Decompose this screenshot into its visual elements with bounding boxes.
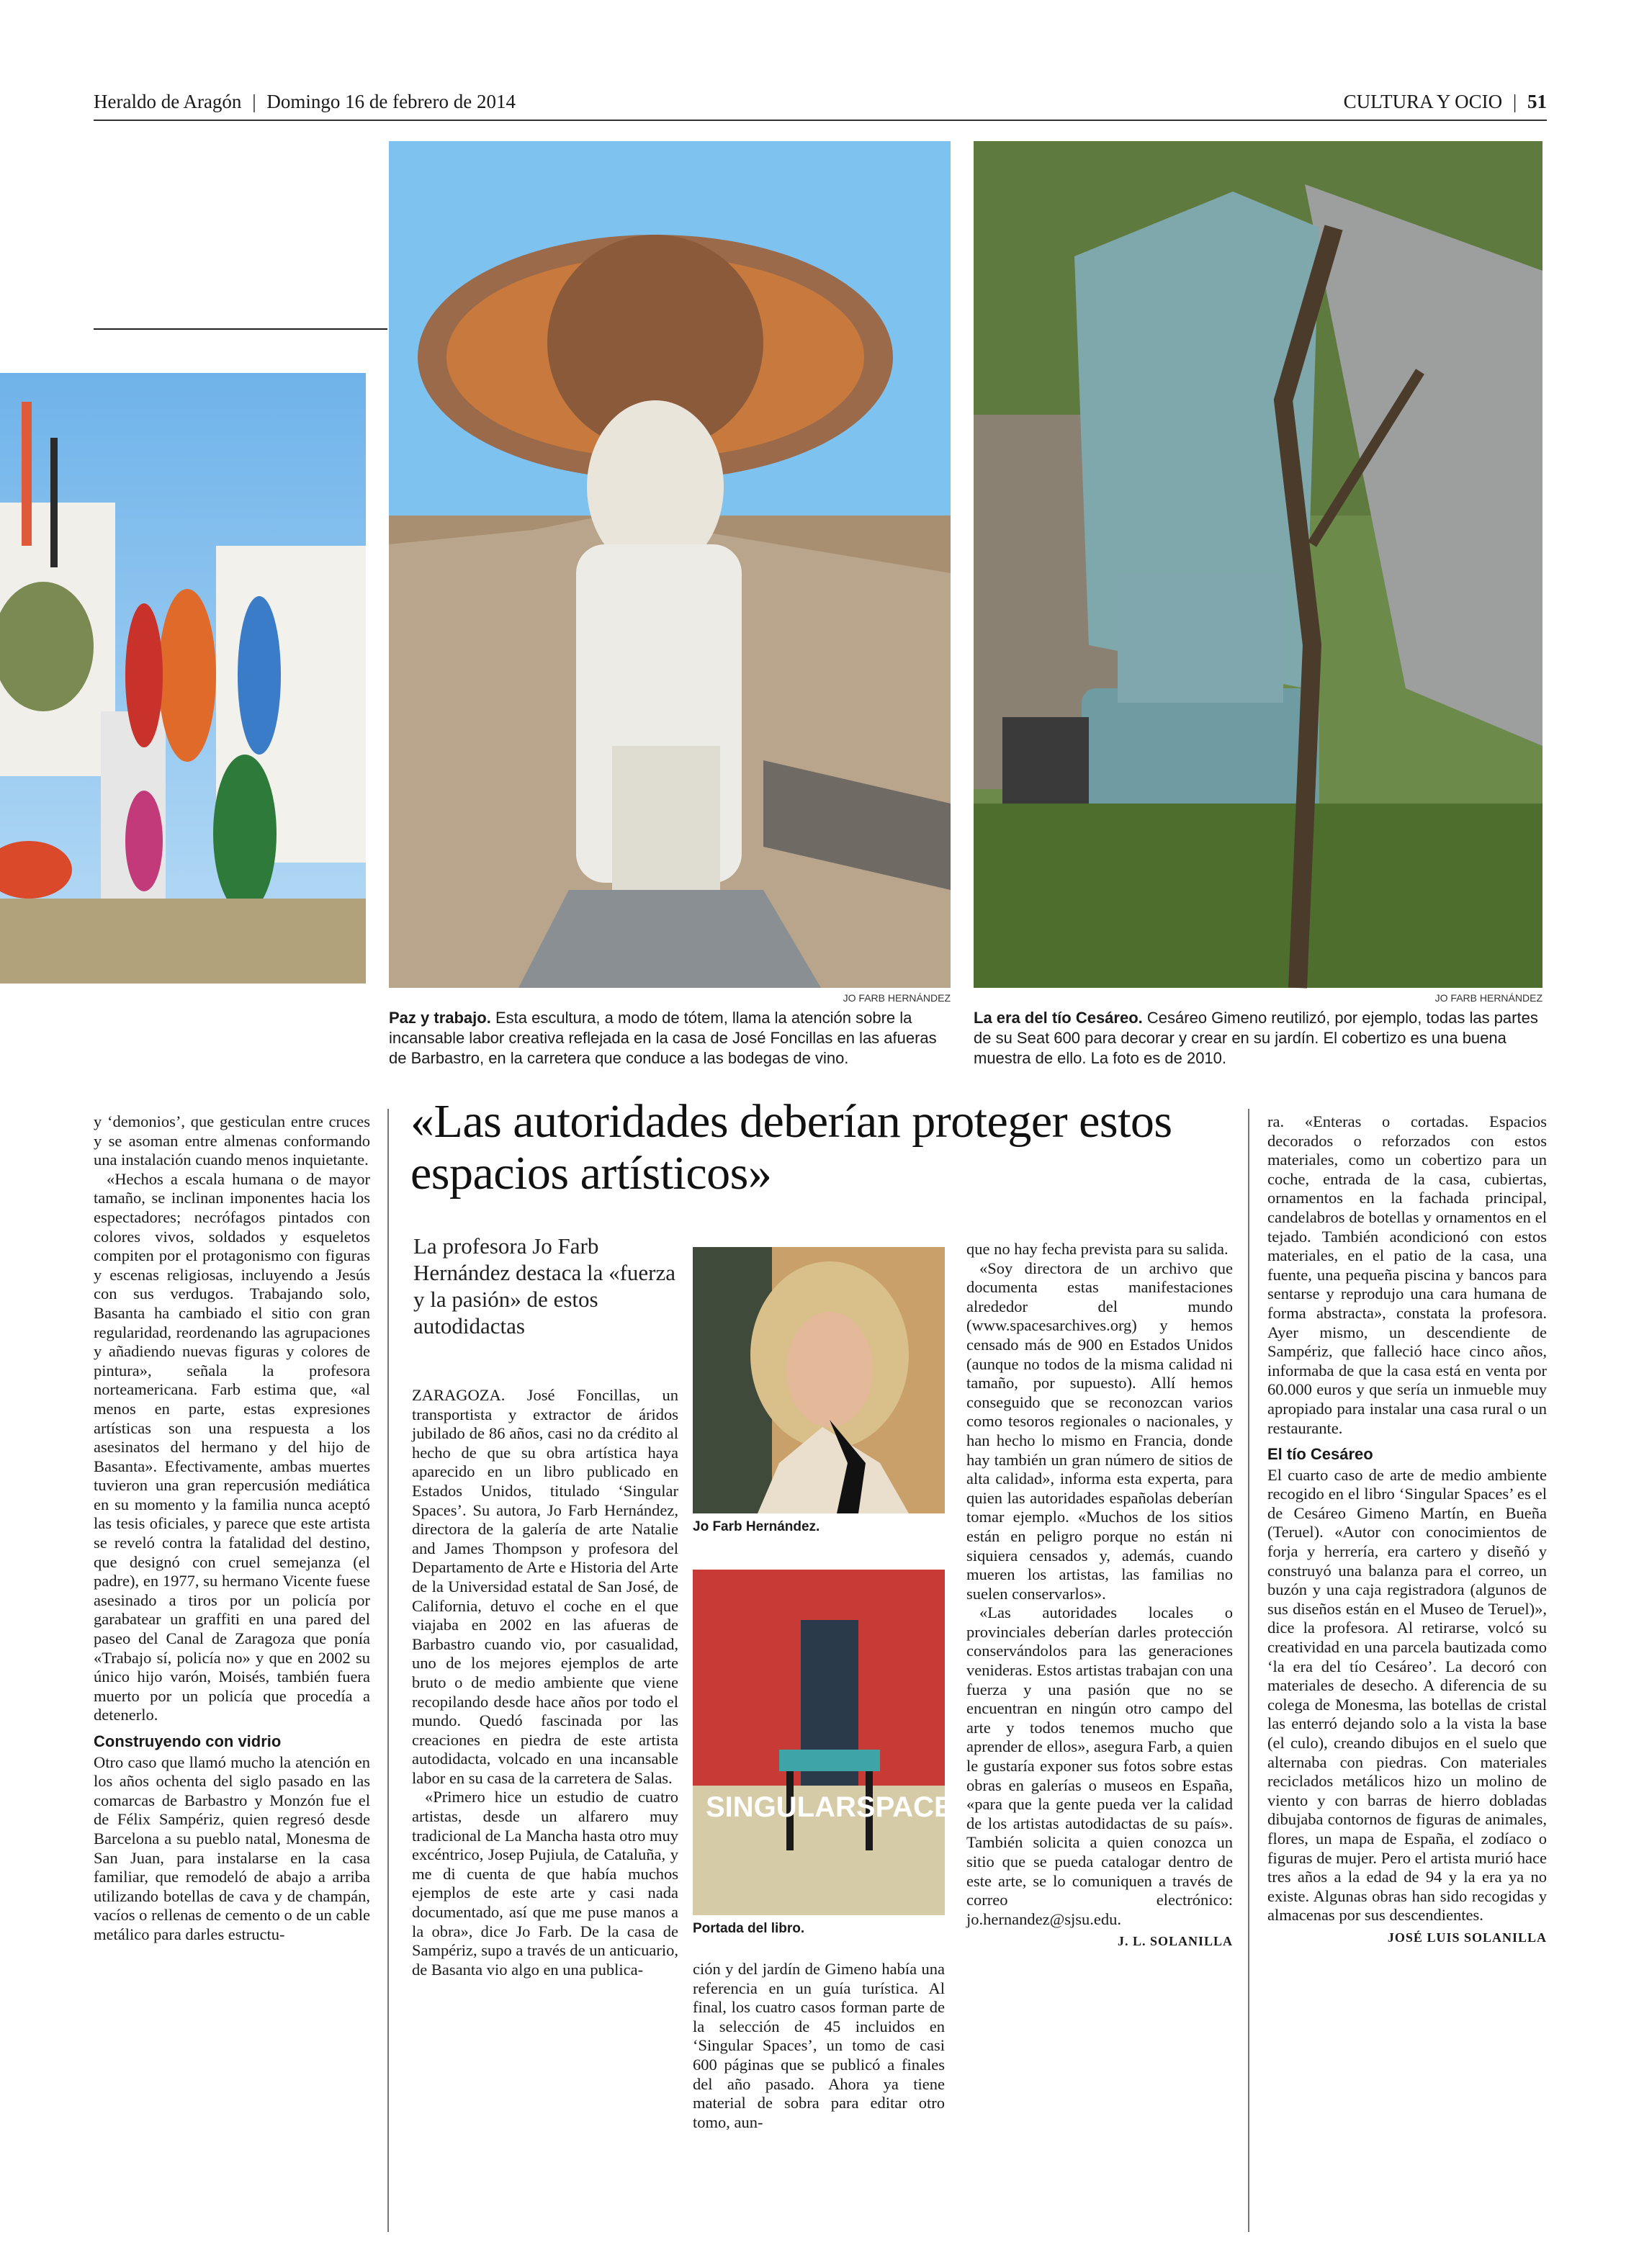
- byline: JOSÉ LUIS SOLANILLA: [1387, 1930, 1547, 1945]
- book-cover: [693, 1570, 973, 1915]
- photo-credit-right: JO FARB HERNÁNDEZ: [1434, 992, 1543, 1004]
- paragraph: «Las autoridades locales o provinciales deberían darles protección conservándolos para las generaciones venideras. Estos artistas trabajan con una fuerza y una pasión que no se encuentran en ningún otro campo del arte y todos tenemos mucho que aprender de ellos», asegura Farb, a quien le gustaría exponer sus fotos sobre estas obras en galerías o museos en España, «para que la gente pueda ver la calidad de los artistas autodidactas de su país». También solicita a quien conozca un sitio que se pueda catalogar dentro de este arte, se lo comuniquen a través de correo electrónico: jo.hernandez@sjsu.edu.: [966, 1603, 1233, 1928]
- lede: La profesora Jo Farb Hernández destaca la «fuerza y la pasión» de estos autodidactas: [413, 1233, 676, 1338]
- portrait-photo: [693, 1247, 945, 1513]
- photo-caption-right: [974, 1008, 1543, 1068]
- caption-title: La era del tío Cesáreo.: [974, 1009, 1143, 1027]
- section-name: CULTURA Y OCIO: [1343, 91, 1503, 112]
- column-rule: [387, 1109, 389, 2232]
- caption-text: Esta escultura, a modo de tótem, llama la atención sobre la incansable labor creativa reflejada en la casa de José Foncillas en las afueras de Barbastro, en la carretera que conduce a las bodegas de vino.: [389, 1009, 937, 1067]
- portrait-caption: Jo Farb Hernández.: [693, 1519, 820, 1534]
- book-title: SINGULARSPACES: [706, 1791, 973, 1823]
- caption-title: Paz y trabajo.: [389, 1009, 491, 1027]
- headline: «Las autoridades deberían proteger estos espacios artísticos»: [410, 1095, 1172, 1200]
- paragraph: El cuarto caso de arte de medio ambiente recogido en el libro ‘Singular Spaces’ es el de Cesáreo Gimeno Martín, en Bueña (Teruel). «Autor con conocimientos de forja y herrería, era cartero y diseñó y construyó una balanza para el correo, un buzón y una caja registradora (algunos de sus diseños están en el Museo de Teruel)», dice la profesora. Al retirarse, volcó su creatividad en una parcela bautizada como ‘la era del tío Cesáreo’. La decoró con materiales de desecho. A diferencia de su colega de Monesma, las botellas de cristal las enterró dejando solo a la vista la base (el culo), creando dibujos en el suelo que alternaba con piedras. Con materiales reciclados metálicos hizo un molino de viento y con barras de hierro dobladas dibujaba contornos de figuras de animales, flores, un mapa de España, el zodíaco o figuras de mujer. Pero el artista murió hace tres años a la edad de 94 y la era ya no existe. Algunas obras han sido recogidas y almacenas por sus descendientes.: [1267, 1465, 1547, 1925]
- issue-date: Domingo 16 de febrero de 2014: [266, 91, 516, 112]
- page-number: 51: [1527, 91, 1547, 112]
- subhead: Construyendo con vidrio: [94, 1732, 282, 1750]
- book-caption: Portada del libro.: [693, 1921, 805, 1936]
- newspaper-header-left: [94, 91, 516, 113]
- article-column-3: [693, 1960, 945, 2233]
- header-separator: |: [252, 91, 256, 112]
- paragraph: ra. «Enteras o cortadas. Espacios decorados o reforzados con estos materiales, como un cobertizo para un coche, entrada de la casa, cubiertas, ornamentos en la fachada principal, candelabros de botellas y ornamentos en el tejado. También acondicionó con estos materiales, en el patio de la casa, una fuente, una pequeña piscina y bancos para sentarse y reprodujo una cara humana de forma abstracta», constata la profesora. Ayer mismo, un descendiente de Sampériz, que falleció hace cinco años, informaba de que la casa está en venta por 60.000 euros y que sería un inmueble muy apropiado para instalar una casa rural o un restaurante.: [1267, 1112, 1547, 1437]
- article-column-4: [966, 1240, 1233, 2233]
- article-column-2: [412, 1386, 678, 2236]
- paragraph: ZARAGOZA. José Foncillas, un transportista y extractor de áridos jubilado de 86 años, casi no da crédito al hecho de que su obra artística haya aparecido en un libro publicado en Estados Unidos, titulado ‘Singular Spaces’. Su autora, Jo Farb Hernández, directora de la galería de arte Natalie and James Thompson y profesora del Departamento de Arte e Historia del Arte de la Universidad estatal de San José, de California, detuvo el coche en el que viajaba en 2002 en las afueras de Barbastro cuando vio, por casualidad, uno de los mejores ejemplos de arte bruto o de medio ambiente que viene recopilando desde hace años por todo el mundo. Quedó fascinada por las creaciones en piedra de este artista autodidacta, volcado en una incansable labor en su casa de la carretera de Salas.: [412, 1386, 678, 1787]
- article-column-1: [94, 1112, 370, 2236]
- paragraph: ción y del jardín de Gimeno había una referencia en un guía turística. Al final, los cuatro casos forman parte de la selección de 45 incluidos en ‘Singular Spaces’, un tomo de casi 600 páginas que se publicó a finales del año pasado. Ahora ya tiene material de sobra para editar otro tomo, aun-: [693, 1960, 945, 2131]
- paragraph: «Primero hice un estudio de cuatro artistas, desde un alfarero muy tradicional de La Mancha hasta otro muy excéntrico, Josep Pujiula, de Cataluña, y me di cuenta de que había muchos ejemplos de este arte y casi nada documentado, así que me puse manos a la obra», dice Jo Farb. De la casa de Sampériz, supo a través de un anticuario, de Basanta vio algo en una publica-: [412, 1788, 678, 1979]
- photo-caption-center: [389, 1008, 951, 1068]
- header-rule: [94, 120, 1547, 121]
- header-separator: |: [1512, 91, 1517, 112]
- paragraph: Otro caso que llamó mucho la atención en los años ochenta del siglo pasado en las comarcas de Barbastro y Monzón fue el de Félix Sampériz, quien regresó desde Barcelona a su pueblo natal, Monesma de San Juan, para instalarse en la casa familiar, que remodeló de abajo a arriba utilizando botellas de cava y de champán, vacíos o rellenas de cemento o de un cable metálico para darles estructu-: [94, 1752, 370, 1943]
- column-rule: [1248, 1109, 1249, 2232]
- article-column-5: [1267, 1112, 1547, 2236]
- newspaper-name: Heraldo de Aragón: [94, 91, 242, 112]
- newspaper-header-right: [1344, 91, 1547, 113]
- subhead: El tío Cesáreo: [1267, 1445, 1373, 1464]
- paragraph: «Soy directora de un archivo que documenta estas manifestaciones alrededor del mundo (www.spacesarchives.org) y hemos censado más de 900 en Estados Unidos (aunque no todos de la misma calidad ni tamaño, por supuesto). Allí hemos conseguido que se reconozcan varios como tesoros regionales o nacionales, y han hecho lo mismo en Francia, donde hay también un gran número de sitios de alta calidad», informa esta experta, para quien las autoridades españolas deberían tomar ejemplo. «Muchos de los sitios están en peligro porque no están ni siquiera censados y, además, cuando mueren los artistas, las familias no suelen conservarlos».: [966, 1259, 1233, 1603]
- shed-car-photo: [974, 141, 1543, 988]
- photo-credit-center: JO FARB HERNÁNDEZ: [843, 992, 951, 1004]
- sculpture-garden-photo: [0, 373, 366, 984]
- section-rule: [94, 328, 387, 330]
- paragraph: que no hay fecha prevista para su salida.: [966, 1240, 1229, 1258]
- caption-text: Cesáreo Gimeno reutilizó, por ejemplo, todas las partes de su Seat 600 para decorar y crear en su jardín. El cobertizo es una buena muestra de ello. La foto es de 2010.: [974, 1009, 1538, 1067]
- byline: J. L. SOLANILLA: [1117, 1934, 1233, 1949]
- paragraph: y ‘demonios’, que gesticulan entre cruces y se asoman entre almenas conformando una instalación cuando menos inquietante.: [94, 1112, 370, 1169]
- paragraph: «Hechos a escala humana o de mayor tamaño, se inclinan imponentes hacia los espectadores; necrófagos pintados con colores vivos, soldados y esqueletos compiten por el protagonismo con figuras y escenas religiosas, incluyendo a Jesús con sus verdugos. Trabajando solo, Basanta ha cambiado el sitio con gran regularidad, reordenando las agrupaciones y añadiendo nuevas figuras y colores de pintura», señala la profesora norteamericana. Farb estima que, «al menos en parte, estas expresiones artísticas son una respuesta a los asesinatos del hermano y del hijo de Basanta». Efectivamente, ambas muertes tuvieron una gran repercusión mediática en su momento y la familia nunca aceptó las tesis oficiales, y parece que este artista se reveló contra la fatalidad del destino, que designó con cruel semejanza (el padre), en 1977, su hermano Vicente fuese asesinado a tiros por un policía por garabatear un graffiti en una pared del paseo del Canal de Zaragoza que ponía «Trabajo sí, policía no» y que en 2002 su único hijo varón, Moisés, también fuera muerto por un policía que procedía a detenerlo.: [94, 1169, 370, 1724]
- totem-sculpture-photo: [389, 141, 951, 988]
